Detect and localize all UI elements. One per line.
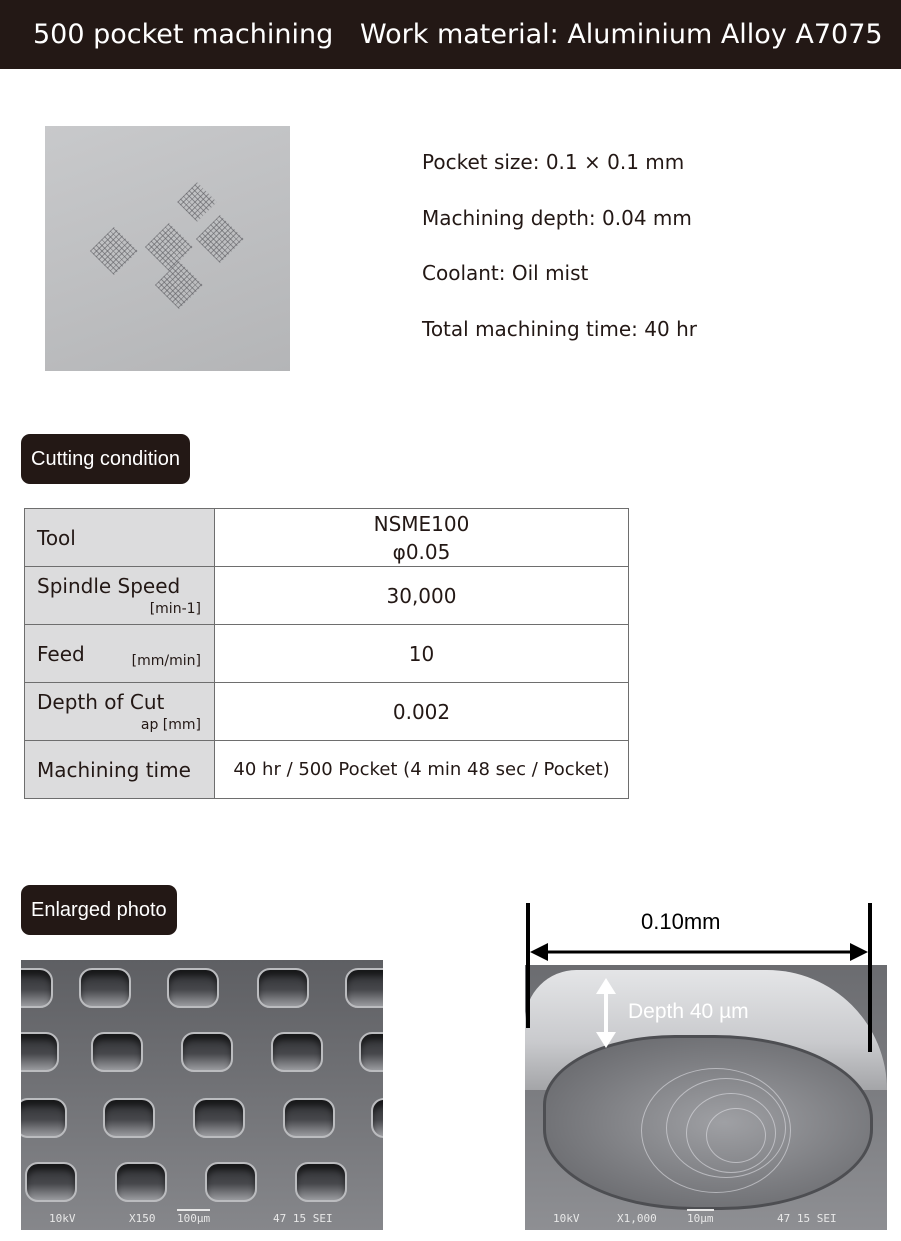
- page-header: [0, 0, 901, 69]
- work-material: Work material: Aluminium Alloy A7075: [360, 19, 883, 50]
- machining-depth: Machining depth: 0.04 mm: [422, 206, 692, 230]
- pocket: [271, 1032, 323, 1072]
- pocket: [371, 1098, 383, 1138]
- row-unit: ap [mm]: [140, 717, 201, 733]
- table-row: [25, 625, 629, 683]
- row-label: Depth of Cut: [37, 690, 165, 714]
- sem-info-bar: [21, 1206, 383, 1230]
- sem-info-bar: [525, 1206, 887, 1230]
- pocket: [359, 1032, 383, 1072]
- row-label-cell: [25, 625, 215, 683]
- pocket-floor: [543, 1035, 873, 1210]
- pocket: [257, 968, 309, 1008]
- pocket: [205, 1162, 257, 1202]
- row-value: 40 hr / 500 Pocket (4 min 48 sec / Pocket): [215, 741, 629, 799]
- pocket: [21, 1098, 67, 1138]
- row-value: 0.002: [215, 683, 629, 741]
- row-label-cell: [25, 567, 215, 625]
- pocket: [21, 1032, 59, 1072]
- pocket: [79, 968, 131, 1008]
- page-title: 500 pocket machining: [33, 19, 334, 50]
- row-value: 30,000: [215, 567, 629, 625]
- pocket-size: Pocket size: 0.1 × 0.1 mm: [422, 150, 685, 174]
- pocket: [25, 1162, 77, 1202]
- arrow-right-icon: [850, 943, 868, 961]
- pocket-grid-patch: [177, 182, 217, 222]
- pocket: [345, 968, 383, 1008]
- coolant: Coolant: Oil mist: [422, 261, 589, 285]
- width-label: 0.10mm: [641, 909, 721, 934]
- depth-label: Depth 40 µm: [628, 1000, 749, 1023]
- pocket: [21, 968, 53, 1008]
- sem-scale-bar: 10µm: [687, 1209, 714, 1225]
- table-row: [25, 567, 629, 625]
- cutting-condition-heading: Cutting condition: [21, 434, 190, 484]
- row-label: Spindle Speed: [37, 574, 181, 598]
- sem-magnification: X1,000: [617, 1212, 657, 1225]
- row-unit: [min-1]: [149, 601, 201, 617]
- pocket: [91, 1032, 143, 1072]
- pocket: [283, 1098, 335, 1138]
- pocket: [103, 1098, 155, 1138]
- row-value: 10: [215, 625, 629, 683]
- pocket: [167, 968, 219, 1008]
- workpiece-photo: [45, 126, 290, 371]
- pocket: [181, 1032, 233, 1072]
- sem-image-overview: [21, 960, 383, 1230]
- sem-code: 47 15 SEI: [777, 1212, 837, 1225]
- sem-magnification: X150: [129, 1212, 156, 1225]
- pocket-grid-patch: [90, 227, 138, 275]
- table-row: [25, 741, 629, 799]
- table-row: [25, 509, 629, 567]
- arrow-left-icon: [530, 943, 548, 961]
- row-label-cell: [25, 741, 215, 799]
- row-label-cell: [25, 683, 215, 741]
- pocket: [193, 1098, 245, 1138]
- pocket: [295, 1162, 347, 1202]
- sem-kv: 10kV: [49, 1212, 76, 1225]
- row-unit: [mm/min]: [131, 653, 201, 669]
- pocket: [115, 1162, 167, 1202]
- row-label: Machining time: [37, 758, 191, 782]
- row-label: Tool: [37, 526, 76, 550]
- row-value-cell: [215, 509, 629, 567]
- sem-scale-bar: 100µm: [177, 1209, 210, 1225]
- sem-code: 47 15 SEI: [273, 1212, 333, 1225]
- sem-kv: 10kV: [553, 1212, 580, 1225]
- pocket-grid-patch: [155, 261, 203, 309]
- tool-diameter: φ0.05: [392, 539, 451, 564]
- cutting-condition-table: [24, 508, 629, 799]
- enlarged-photo-heading: Enlarged photo: [21, 885, 177, 935]
- tool-name: NSME100: [373, 511, 470, 536]
- tool-mark: [706, 1108, 766, 1163]
- pocket-grid-patch: [145, 223, 193, 271]
- row-label-cell: [25, 509, 215, 567]
- row-label: Feed: [37, 642, 85, 666]
- pocket-grid-patch: [196, 215, 244, 263]
- total-machining-time: Total machining time: 40 hr: [422, 317, 697, 341]
- table-row: [25, 683, 629, 741]
